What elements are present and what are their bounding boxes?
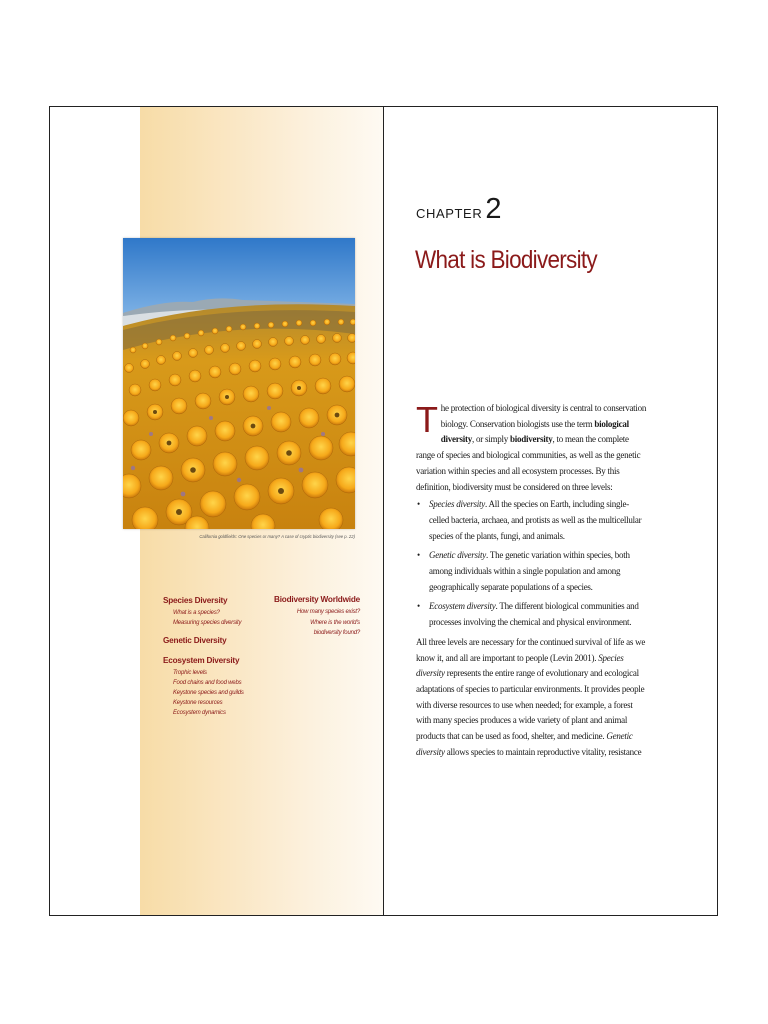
italic-term: Species diversity — [416, 652, 624, 679]
list-item — [416, 497, 648, 544]
chapter-word: CHAPTER — [416, 206, 483, 221]
intro-paragraph — [416, 401, 648, 495]
text-run: All three levels are necessary for the continued survival of life as we know it, and all are important to people (Levin 2001). — [416, 636, 646, 663]
text-run: . All the species on Earth, including single-celled bacteria, archaea, and protists as well as the multicellular species of the plants, fungi, and animals. — [429, 499, 642, 541]
text-run: . The different biological communities and processes involving the chemical and physical environment. — [429, 601, 639, 628]
bold-term: biological diversity — [440, 418, 629, 445]
toc-heading[interactable]: Ecosystem Diversity — [163, 656, 240, 665]
toc-right-column — [260, 595, 360, 639]
toc-left-column — [163, 596, 273, 718]
list-item — [416, 548, 648, 595]
drop-cap: T — [416, 399, 438, 440]
text-run: , or simply — [472, 434, 511, 445]
chapter-label — [416, 193, 501, 226]
toc-subitem[interactable]: biodiversity found? — [313, 630, 360, 636]
list-item — [416, 599, 648, 630]
toc-subitem[interactable]: Measuring species diversity — [173, 620, 242, 626]
photo-caption: California goldfields: One species or many? A case of cryptic biodiversity (see p. 22) — [199, 534, 355, 539]
toc-subitem[interactable]: What is a species? — [173, 610, 220, 616]
toc-subitem[interactable]: Keystone species and guilds — [173, 690, 244, 696]
toc-subitem[interactable]: Where is the world's — [310, 619, 360, 626]
bullet-icon: • — [417, 499, 420, 510]
toc-heading[interactable]: Biodiversity Worldwide — [274, 595, 360, 604]
italic-term: Genetic diversity — [416, 731, 633, 757]
second-paragraph — [416, 635, 648, 761]
diversity-levels-list — [416, 497, 648, 631]
chapter-title: What is Biodiversity — [415, 246, 597, 274]
bold-term: biodiversity — [510, 434, 553, 445]
book-spread — [49, 106, 718, 916]
toc-subitem[interactable]: Ecosystem dynamics — [173, 710, 226, 716]
body-text — [416, 401, 648, 760]
toc-heading[interactable]: Genetic Diversity — [163, 636, 227, 645]
chapter-number: 2 — [485, 193, 502, 225]
bullet-icon: • — [417, 550, 420, 561]
bullet-icon: • — [417, 601, 420, 612]
text-run: . The genetic variation within species, both among individuals within a single population and among geographically separate populations of a species. — [429, 550, 630, 592]
right-page — [384, 107, 719, 915]
italic-term: Ecosystem diversity — [429, 601, 496, 612]
text-run: represents the entire range of evolutionary and ecological adaptations of species to particular environments. It provides people with diverse resources to use when needed; for example, a forest with many species produces a wide variety of plant and animal products that can be used as food, shelter, and medicine. — [416, 668, 645, 742]
toc-subitem[interactable]: How many species exist? — [296, 609, 360, 615]
text-run: he protection of biological diversity is central to conservation biology. Conservation biologists use the term — [440, 403, 647, 429]
italic-term: Genetic diversity — [429, 550, 486, 561]
toc-heading[interactable]: Species Diversity — [163, 596, 228, 605]
text-run: allows species to maintain reproductive vitality, resistance — [444, 746, 642, 757]
text-run: , to mean the complete range of species and biological communities, as well as the genetic variation within species and all ecosystem processes. By this definition, biodiversity must be considered on three levels: — [416, 434, 641, 492]
left-page — [50, 107, 384, 915]
italic-term: Species diversity — [429, 499, 485, 510]
toc-subitem[interactable]: Keystone resources — [173, 700, 223, 706]
toc-subitem[interactable]: Food chains and food webs — [173, 680, 242, 686]
goldfields-photo — [123, 238, 355, 529]
toc-subitem[interactable]: Trophic levels — [173, 670, 207, 676]
